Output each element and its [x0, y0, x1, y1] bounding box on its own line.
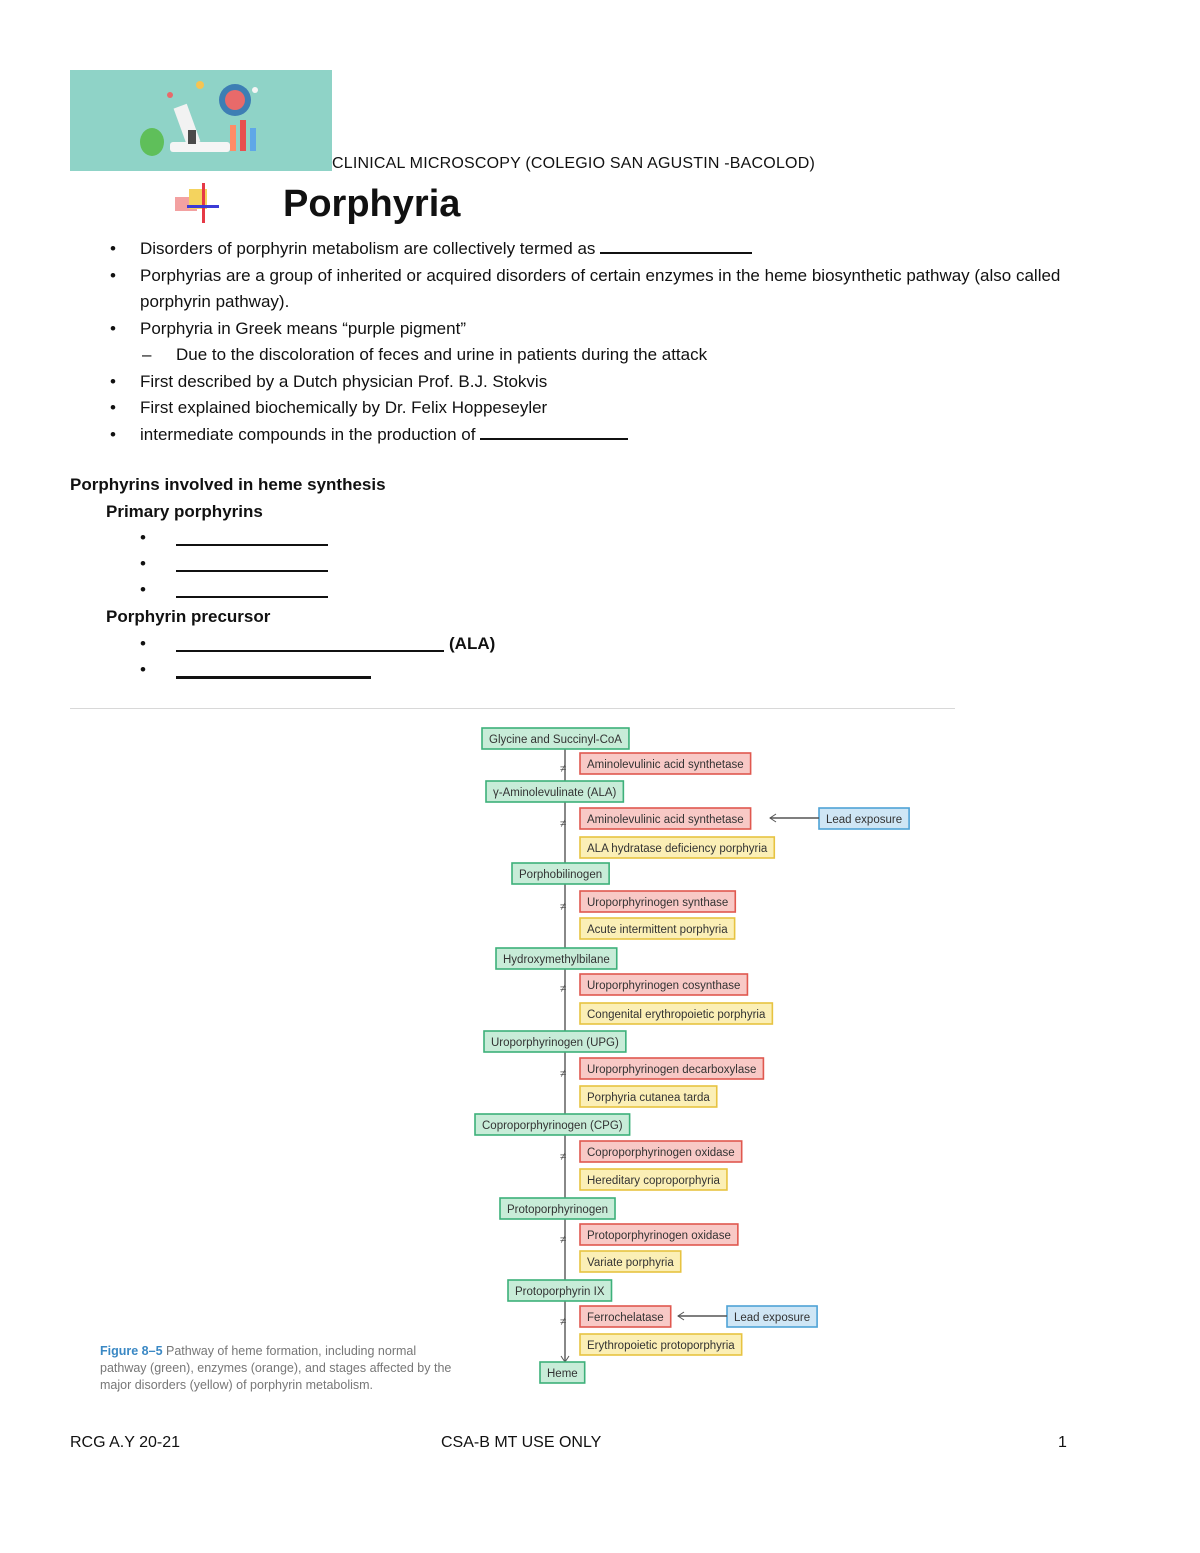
- svg-text:Ferrochelatase: Ferrochelatase: [587, 1312, 664, 1324]
- list-item: • First explained biochemically by Dr. Felix Hoppeseyler: [110, 398, 548, 417]
- disorder-box: [580, 1003, 772, 1024]
- list-item: • Disorders of porphyrin metabolism are collectively termed as: [110, 236, 1130, 263]
- list-item: • Porphyrias are a group of inherited or acquired disorders of certain enzymes in the heme biosynthetic pathway (also called porphyrin pathway).: [110, 265, 1061, 311]
- svg-text:Uroporphyrinogen decarboxylase: Uroporphyrinogen decarboxylase: [587, 1064, 757, 1076]
- disorder-box: [580, 1169, 727, 1190]
- pathway-step: [484, 1031, 626, 1052]
- enzyme-box: [580, 1224, 738, 1245]
- pathway-step: [508, 1280, 612, 1301]
- answer-blank: [480, 422, 628, 440]
- pathway-step: [540, 1362, 585, 1383]
- svg-text:Uroporphyrinogen synthase: Uroporphyrinogen synthase: [587, 897, 729, 909]
- pathway-step: [486, 781, 623, 802]
- pathway-step: [475, 1114, 630, 1135]
- block-mark: ≠: [560, 1234, 567, 1246]
- list-subitem: – Due to the discoloration of feces and urine in patients during the attack: [142, 345, 708, 364]
- disorder-box: [580, 918, 735, 939]
- svg-text:Aminolevulinic acid synthetase: Aminolevulinic acid synthetase: [587, 814, 744, 826]
- block-mark: ≠: [560, 1068, 567, 1080]
- footer-center: CSA-B MT USE ONLY: [441, 1434, 602, 1451]
- block-mark: ≠: [560, 763, 567, 775]
- svg-text:Uroporphyrinogen (UPG): Uroporphyrinogen (UPG): [491, 1037, 619, 1049]
- block-mark: ≠: [560, 983, 567, 995]
- pathway-step: [500, 1198, 615, 1219]
- svg-text:Porphyria cutanea tarda: Porphyria cutanea tarda: [587, 1092, 710, 1104]
- list-item: • intermediate compounds in the production of: [110, 422, 1130, 449]
- figure-label: Figure 8–5: [100, 1344, 163, 1358]
- svg-text:Aminolevulinic acid synthetase: Aminolevulinic acid synthetase: [587, 759, 744, 771]
- enzyme-box: [580, 974, 747, 995]
- enzyme-box: [580, 753, 751, 774]
- header-banner-image: [70, 70, 332, 171]
- svg-text:Glycine and Succinyl-CoA: Glycine and Succinyl-CoA: [489, 734, 622, 746]
- porphyrin-precursor-label: Porphyrin precursor: [106, 607, 271, 626]
- svg-text:Coproporphyrinogen (CPG): Coproporphyrinogen (CPG): [482, 1120, 623, 1132]
- answer-blank: [176, 596, 328, 598]
- svg-text:Protoporphyrinogen: Protoporphyrinogen: [507, 1204, 609, 1216]
- answer-blank: [176, 650, 444, 652]
- block-mark: ≠: [560, 818, 567, 830]
- section-heading: Porphyrins involved in heme synthesis: [70, 475, 386, 494]
- enzyme-box: [580, 1306, 671, 1327]
- svg-text:Coproporphyrinogen oxidase: Coproporphyrinogen oxidase: [587, 1147, 735, 1159]
- inhibitor-box: [819, 808, 909, 829]
- disorder-box: [580, 1251, 681, 1272]
- pathway-step: [482, 728, 629, 749]
- figure-caption-text: Pathway of heme formation, including normal pathway (green), enzymes (orange), and stages affected by the major disorders (yellow) of porphyrin metabolism.: [100, 1344, 452, 1392]
- svg-text:Uroporphyrinogen cosynthase: Uroporphyrinogen cosynthase: [587, 980, 741, 992]
- svg-text:Lead exposure: Lead exposure: [734, 1312, 811, 1324]
- inhibitor-box: [727, 1306, 817, 1327]
- block-mark: ≠: [560, 1151, 567, 1163]
- svg-text:Protoporphyrin IX: Protoporphyrin IX: [515, 1286, 605, 1298]
- footer-left: RCG A.Y 20-21: [70, 1434, 180, 1451]
- disorder-box: [580, 837, 774, 858]
- pathway-diagram: [70, 710, 970, 1400]
- svg-text:ALA hydratase deficiency porph: ALA hydratase deficiency porphyria: [587, 843, 768, 855]
- microscope-illustration: [70, 70, 332, 171]
- answer-blank: [176, 544, 328, 546]
- ala-suffix: (ALA): [449, 634, 496, 653]
- page-title: Porphyria: [283, 183, 461, 225]
- divider: [70, 708, 955, 709]
- svg-text:Erythropoietic protoporphyria: Erythropoietic protoporphyria: [587, 1340, 735, 1352]
- svg-text:Congenital erythropoietic porp: Congenital erythropoietic porphyria: [587, 1009, 766, 1021]
- svg-text:Protoporphyrinogen oxidase: Protoporphyrinogen oxidase: [587, 1230, 731, 1242]
- block-mark: ≠: [560, 901, 567, 913]
- course-header: CLINICAL MICROSCOPY (COLEGIO SAN AGUSTIN -BACOLOD): [332, 155, 815, 172]
- answer-blank: [600, 236, 752, 254]
- enzyme-box: [580, 808, 751, 829]
- pathway-step: [496, 948, 617, 969]
- heme-pathway-figure: [70, 710, 970, 1405]
- list-item: • Porphyria in Greek means “purple pigment”: [110, 318, 466, 338]
- bullet-list: [110, 236, 1130, 448]
- block-mark: ≠: [560, 1316, 567, 1328]
- list-item: • First described by a Dutch physician Prof. B.J. Stokvis: [110, 371, 548, 391]
- disorder-box: [580, 1334, 742, 1355]
- svg-text:Lead exposure: Lead exposure: [826, 814, 903, 826]
- enzyme-box: [580, 891, 735, 912]
- enzyme-box: [580, 1058, 763, 1079]
- svg-text:Heme: Heme: [547, 1368, 578, 1380]
- answer-blank: [176, 570, 328, 572]
- primary-porphyrins-label: Primary porphyrins: [106, 502, 263, 521]
- svg-text:Acute intermittent porphyria: Acute intermittent porphyria: [587, 924, 728, 936]
- svg-text:Hereditary coproporphyria: Hereditary coproporphyria: [587, 1175, 720, 1187]
- colored-cross-icon: [175, 183, 220, 223]
- pathway-step: [512, 863, 609, 884]
- answer-blank: [176, 676, 371, 679]
- figure-caption: [100, 1343, 460, 1394]
- svg-text:Variate porphyria: Variate porphyria: [587, 1257, 674, 1269]
- disorder-box: [580, 1086, 717, 1107]
- enzyme-box: [580, 1141, 742, 1162]
- svg-text:γ-Aminolevulinate (ALA): γ-Aminolevulinate (ALA): [493, 787, 617, 799]
- page-number: 1: [1058, 1434, 1067, 1451]
- svg-text:Hydroxymethylbilane: Hydroxymethylbilane: [503, 954, 610, 966]
- svg-text:Porphobilinogen: Porphobilinogen: [519, 869, 603, 881]
